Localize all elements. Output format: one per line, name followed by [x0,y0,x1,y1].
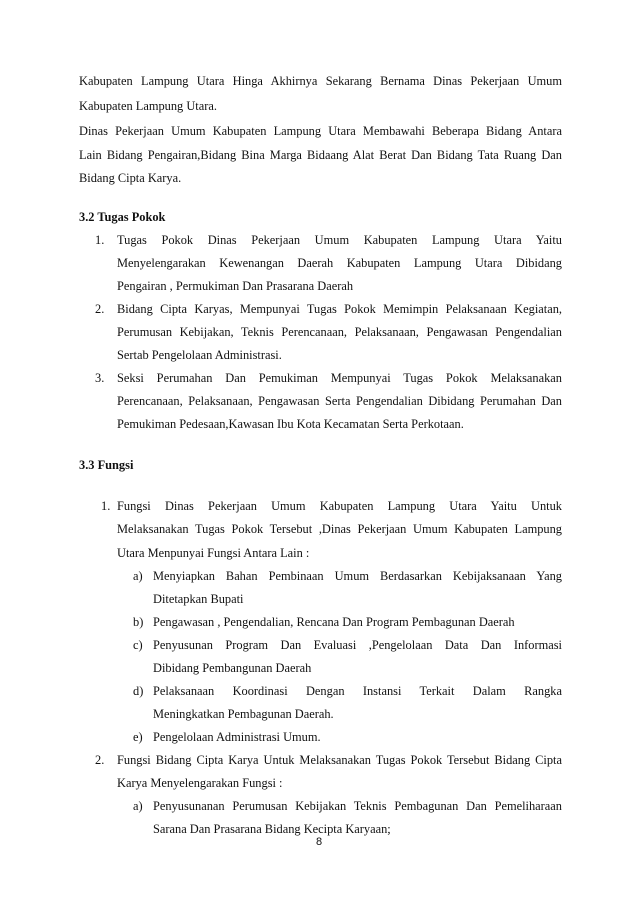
intro-line-2: Kabupaten Lampung Utara. [79,99,217,113]
list-item-line: Pengairan , Permukiman Dan Prasarana Daerah [117,279,354,293]
intro-line-4: Lain Bidang Pengairan,Bidang Bina Marga Bidaang Alat Berat Dan Bidang Tata Ruang Dan [79,148,562,162]
list-item-line: Karya Menyelengarakan Fungsi : [117,776,283,790]
page-number: 8 [315,836,323,848]
sublist-item-line: Pelaksanaan Koordinasi Dengan Instansi Terkait Dalam Rangka [153,684,562,698]
list-item-line: Utara Menpunyai Fungsi Antara Lain : [117,546,310,560]
sublist-item-line: Pengelolaan Administrasi Umum. [153,730,321,744]
list-item-line: Fungsi Dinas Pekerjaan Umum Kabupaten Lampung Utara Yaitu Untuk [117,499,562,513]
section-heading-fungsi: 3.3 Fungsi [79,458,134,472]
section-heading-tugas-pokok: 3.2 Tugas Pokok [79,210,166,224]
sublist-item-line: Meningkatkan Pembagunan Daerah. [153,707,334,721]
list-item-line: Sertab Pengelolaan Administrasi. [117,348,282,362]
sublist-item-line: Pengawasan , Pengendalian, Rencana Dan Program Pembagunan Daerah [153,615,515,629]
list-item-line: Bidang Cipta Karyas, Mempunyai Tugas Pokok Memimpin Pelaksanaan Kegiatan, [117,302,562,316]
sublist-item-line: Dibidang Pembangunan Daerah [153,661,312,675]
sublist-item-line: Sarana Dan Prasarana Bidang Kecipta Karyaan; [153,822,391,836]
list-item-line: Perumusan Kebijakan, Teknis Perencanaan, Pelaksanaan, Pengawasan Pengendalian [117,325,562,339]
list-number: 2. [95,753,105,767]
intro-line-1: Kabupaten Lampung Utara Hinga Akhirnya Sekarang Bernama Dinas Pekerjaan Umum [79,74,562,88]
sublist-letter: e) [133,730,143,744]
sublist-letter: b) [133,615,144,629]
list-item-line: Tugas Pokok Dinas Pekerjaan Umum Kabupaten Lampung Utara Yaitu [117,233,562,247]
list-item-line: Melaksanakan Tugas Pokok Tersebut ,Dinas Pekerjaan Umum Kabupaten Lampung [117,522,562,536]
list-number: 2. [95,302,105,316]
sublist-item-line: Penyusunan Program Dan Evaluasi ,Pengelolaan Data Dan Informasi [153,638,562,652]
sublist-letter: d) [133,684,144,698]
list-number: 1. [95,233,105,247]
list-number: 3. [95,371,105,385]
list-number: 1. [101,499,111,513]
sublist-letter: a) [133,799,143,813]
list-item-line: Fungsi Bidang Cipta Karya Untuk Melaksanakan Tugas Pokok Tersebut Bidang Cipta [117,753,562,767]
sublist-item-line: Menyiapkan Bahan Pembinaan Umum Berdasarkan Kebijaksanaan Yang [153,569,562,583]
sublist-item-line: Penyusunanan Perumusan Kebijakan Teknis Pembagunan Dan Pemeliharaan [153,799,562,813]
list-item-line: Pemukiman Pedesaan,Kawasan Ibu Kota Kecamatan Serta Perkotaan. [117,417,464,431]
intro-line-3: Dinas Pekerjaan Umum Kabupaten Lampung Utara Membawahi Beberapa Bidang Antara [79,124,562,138]
list-item-line: Perencanaan, Pelaksanaan, Pengawasan Serta Pengendalian Dibidang Perumahan Dan [117,394,562,408]
intro-line-5: Bidang Cipta Karya. [79,171,182,185]
sublist-item-line: Ditetapkan Bupati [153,592,244,606]
sublist-letter: c) [133,638,143,652]
sublist-letter: a) [133,569,143,583]
list-item-line: Menyelengarakan Kewenangan Daerah Kabupaten Lampung Utara Dibidang [117,256,562,270]
list-item-line: Seksi Perumahan Dan Pemukiman Mempunyai Tugas Pokok Melaksanakan [117,371,562,385]
